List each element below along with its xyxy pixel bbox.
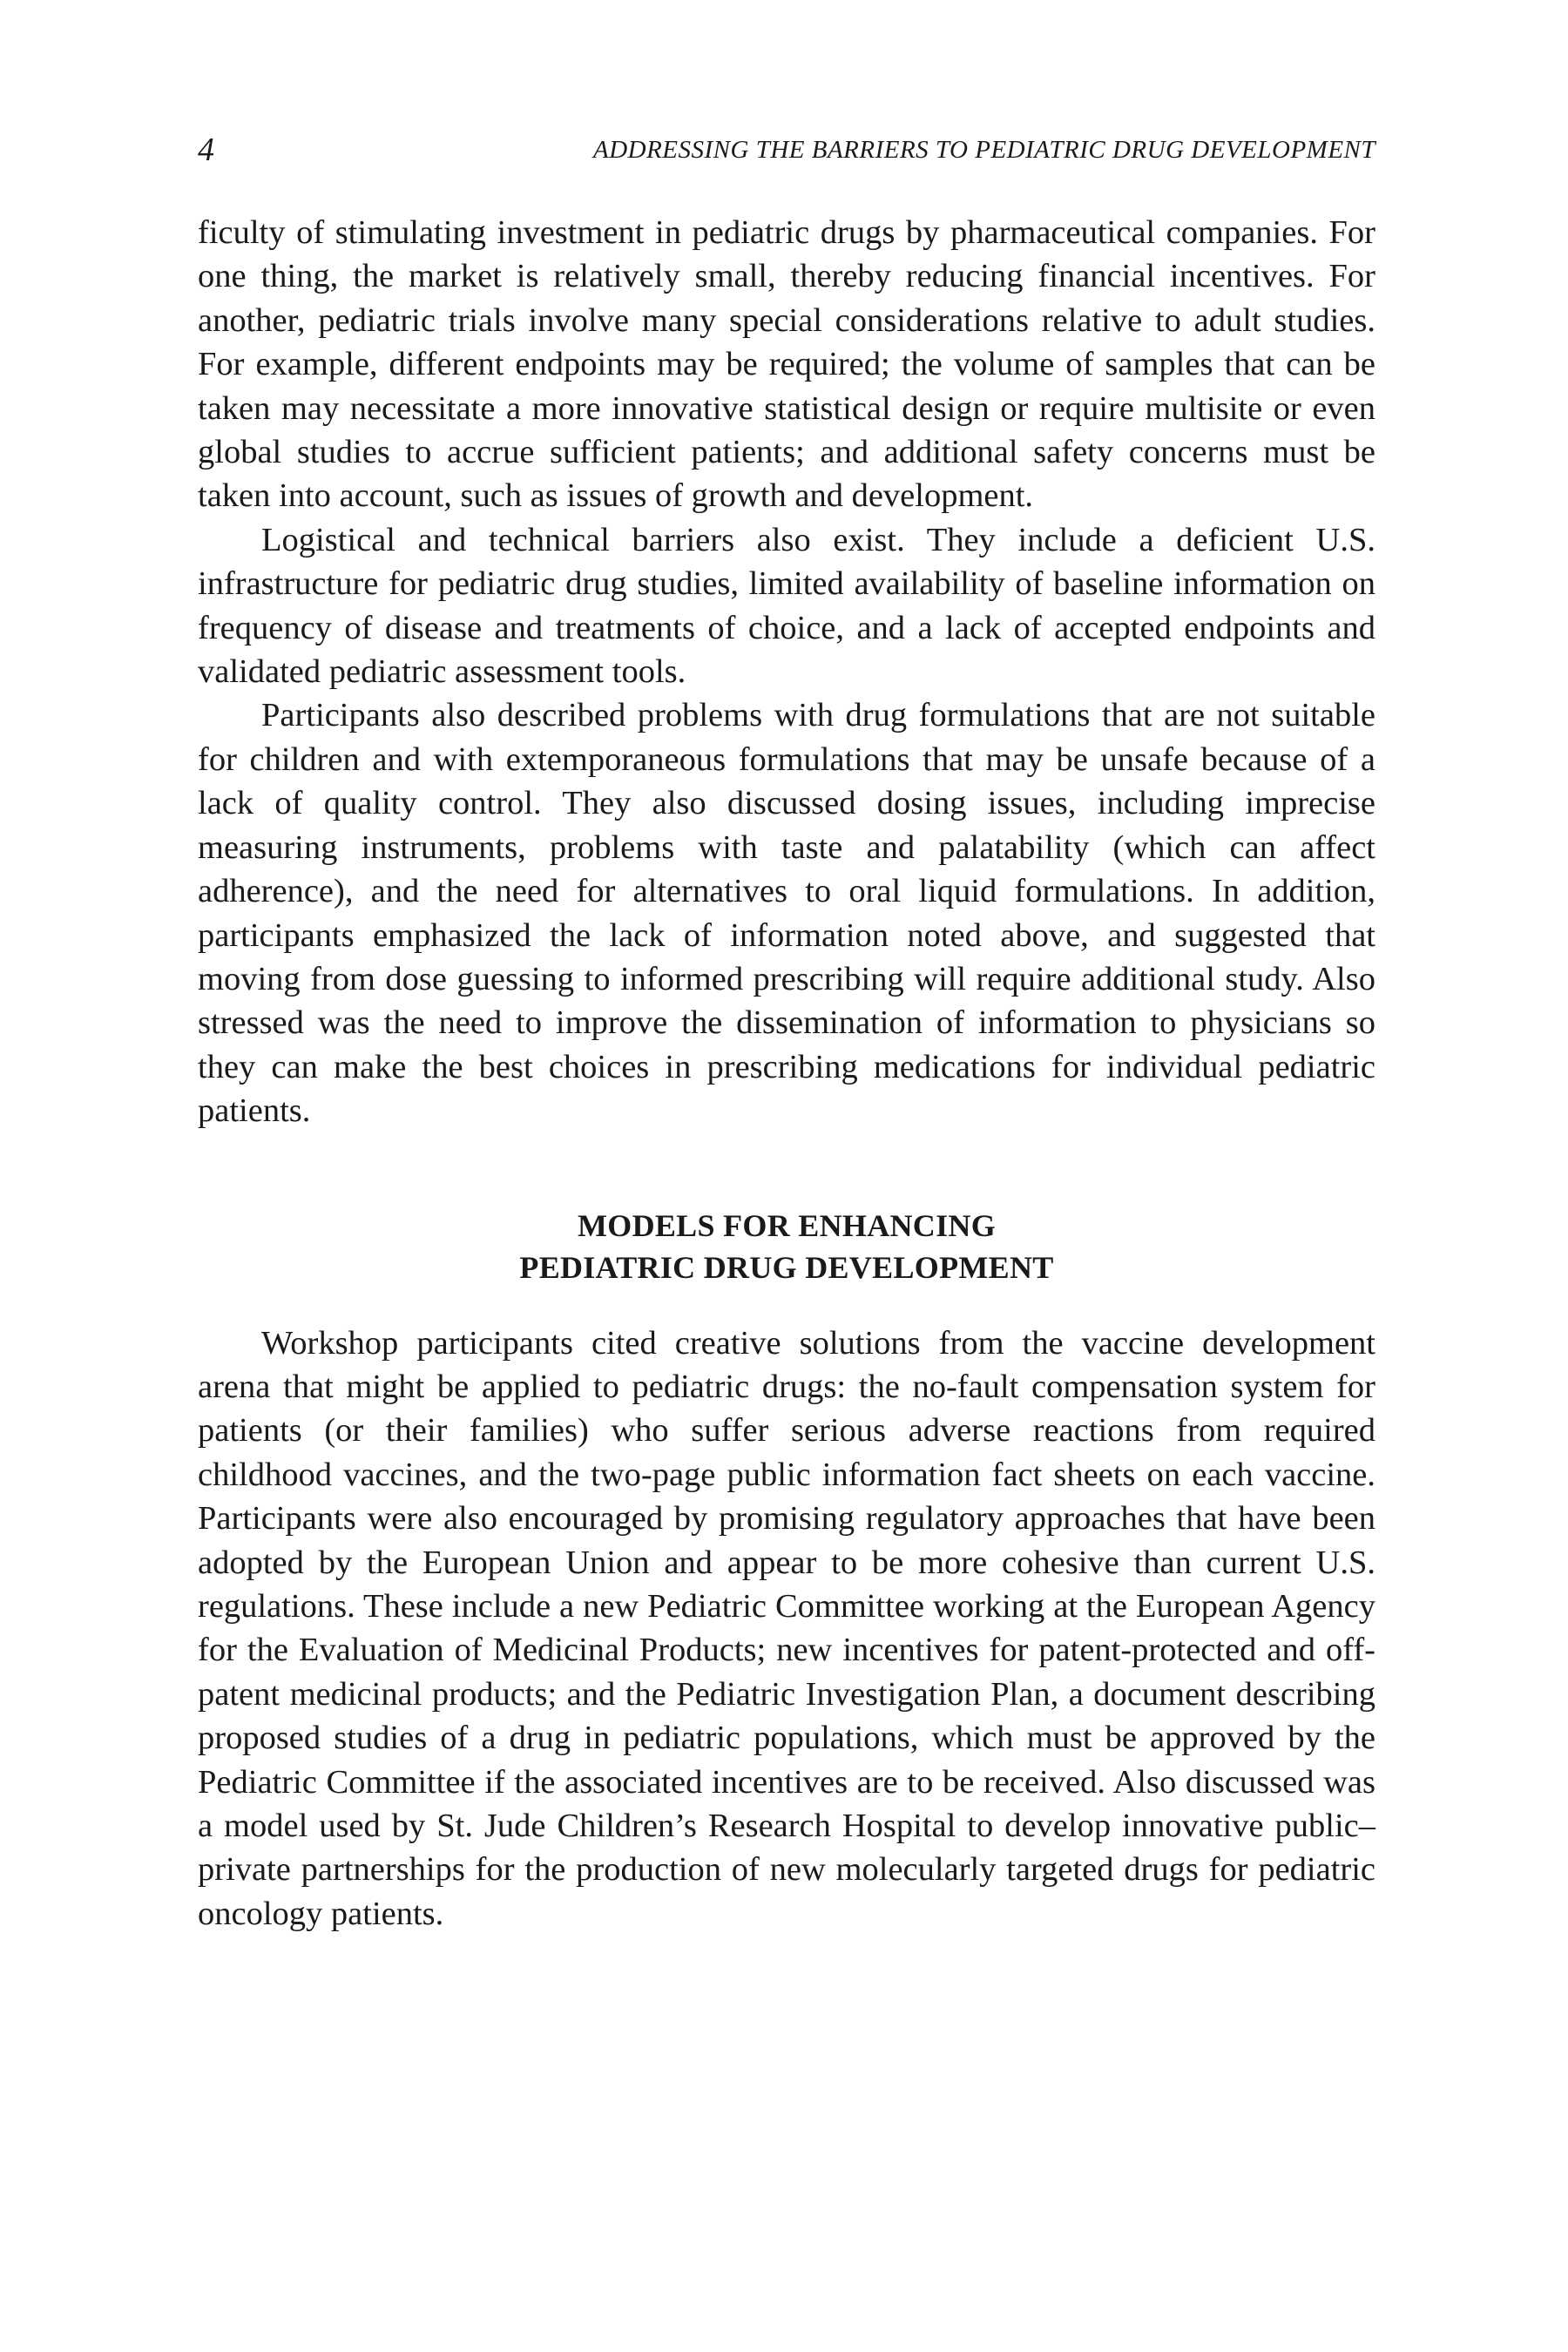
paragraph-logistical-barriers: Logistical and technical barriers also exist. They include a deficient U.S. infrastructure for pediatric drug studies, limited availability of baseline information on frequency of disease and treatments of choice, and a lack of accepted endpoints and validated pediatric assessment tools. bbox=[198, 521, 1375, 691]
section-heading-line-2: PEDIATRIC DRUG DEVELOPMENT bbox=[519, 1249, 1054, 1285]
paragraph-workshop-solutions: Workshop participants cited creative solutions from the vaccine development arena that might be applied to pediatric drugs: the no-fault compensation system for patients (or their families) who suffer serious adverse reactions from required childhood vaccines, and the two-page public information fact sheets on each vaccine. Participants were also encouraged by promising regulatory approaches that have been adopted by the European Union and appear to be more cohesive than current U.S. regulations. These include a new Pediatric Committee working at the European Agency for the Evaluation of Medicinal Products; new incentives for patent-protected and off-patent medicinal products; and the Pediatric Investigation Plan, a document describing proposed studies of a drug in pediatric populations, which must be approved by the Pediatric Committee if the associated incentives are to be received. Also discussed was a model used by St. Jude Children’s Research Hospital to develop innovative public–private partnerships for the production of new molecularly targeted drugs for pediatric oncology patients. bbox=[198, 1324, 1375, 1932]
page-number: 4 bbox=[198, 132, 214, 168]
paragraph-continued: ficulty of stimulating investment in pediatric drugs by pharmaceutical companies. For one thing, the market is relatively small, thereby reducing financial incentives. For another, pediatric trials involve many special considerations relative to adult studies. For example, different endpoints may be required; the volume of samples that can be taken may necessitate a more innovative statistical design or require multisite or even global studies to accrue sufficient patients; and additional safety concerns must be taken into account, such as issues of growth and development. bbox=[198, 214, 1375, 515]
running-header bbox=[198, 131, 1375, 183]
section-heading-line-1: MODELS FOR ENHANCING bbox=[577, 1207, 997, 1243]
document-page bbox=[198, 131, 1375, 1936]
section-heading bbox=[198, 1205, 1375, 1288]
paragraph-formulations: Participants also described problems with drug formulations that are not suitable for children and with extemporaneous formulations that may be unsafe because of a lack of quality control. They also discussed dosing issues, including imprecise measuring instruments, problems with taste and palatability (which can affect adherence), and the need for alternatives to oral liquid formulations. In addition, participants emphasized the lack of information noted above, and suggested that moving from dose guessing to informed prescribing will require additional study. Also stressed was the need to improve the dissemination of information to physicians so they can make the best choices in prescribing medications for individual pediatric patients. bbox=[198, 697, 1375, 1130]
running-title: ADDRESSING THE BARRIERS TO PEDIATRIC DRUG DEVELOPMENT bbox=[592, 136, 1375, 164]
body-text bbox=[198, 211, 1375, 1936]
